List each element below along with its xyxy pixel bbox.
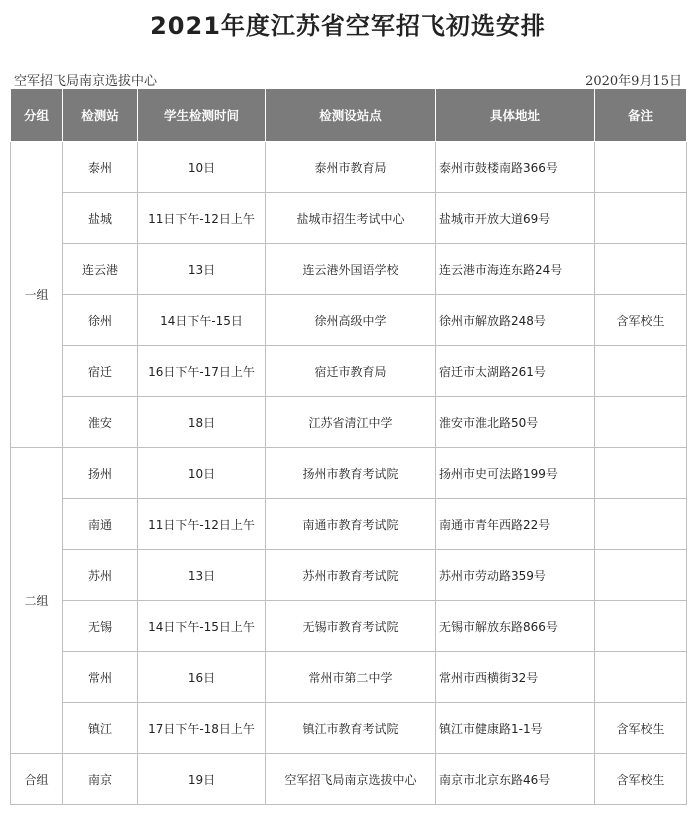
group-cell: 一组 bbox=[11, 142, 63, 448]
station-cell: 扬州 bbox=[63, 448, 138, 499]
time-cell: 10日 bbox=[138, 142, 266, 193]
time-cell: 13日 bbox=[138, 550, 266, 601]
address-cell: 宿迁市太湖路261号 bbox=[436, 346, 595, 397]
address-cell: 盐城市开放大道69号 bbox=[436, 193, 595, 244]
time-cell: 13日 bbox=[138, 244, 266, 295]
note-cell bbox=[595, 346, 687, 397]
note-cell bbox=[595, 550, 687, 601]
site-cell: 江苏省清江中学 bbox=[266, 397, 436, 448]
site-cell: 泰州市教育局 bbox=[266, 142, 436, 193]
station-cell: 无锡 bbox=[63, 601, 138, 652]
note-cell: 含军校生 bbox=[595, 754, 687, 805]
note-cell bbox=[595, 652, 687, 703]
organizer-label: 空军招飞局南京选拔中心 bbox=[14, 74, 158, 89]
time-cell: 14日下午-15日上午 bbox=[138, 601, 266, 652]
table-row bbox=[11, 499, 687, 550]
time-cell: 19日 bbox=[138, 754, 266, 805]
table-row bbox=[11, 397, 687, 448]
table-row bbox=[11, 652, 687, 703]
note-cell bbox=[595, 193, 687, 244]
note-cell bbox=[595, 142, 687, 193]
station-cell: 宿迁 bbox=[63, 346, 138, 397]
station-cell: 苏州 bbox=[63, 550, 138, 601]
address-cell: 无锡市解放东路866号 bbox=[436, 601, 595, 652]
note-cell bbox=[595, 601, 687, 652]
header-note: 备注 bbox=[595, 89, 687, 142]
note-cell bbox=[595, 448, 687, 499]
header-site: 检测设站点 bbox=[266, 89, 436, 142]
note-cell: 含军校生 bbox=[595, 703, 687, 754]
table-row bbox=[11, 448, 687, 499]
time-cell: 11日下午-12日上午 bbox=[138, 193, 266, 244]
note-cell bbox=[595, 244, 687, 295]
document-meta bbox=[14, 70, 682, 88]
site-cell: 常州市第二中学 bbox=[266, 652, 436, 703]
group-cell: 合组 bbox=[11, 754, 63, 805]
table-row bbox=[11, 295, 687, 346]
header-address: 具体地址 bbox=[436, 89, 595, 142]
page-title: 2021年度江苏省空军招飞初选安排 bbox=[150, 12, 546, 40]
address-cell: 常州市西横街32号 bbox=[436, 652, 595, 703]
station-cell: 常州 bbox=[63, 652, 138, 703]
table-row bbox=[11, 601, 687, 652]
site-cell: 无锡市教育考试院 bbox=[266, 601, 436, 652]
site-cell: 扬州市教育考试院 bbox=[266, 448, 436, 499]
time-cell: 10日 bbox=[138, 448, 266, 499]
site-cell: 徐州高级中学 bbox=[266, 295, 436, 346]
time-cell: 11日下午-12日上午 bbox=[138, 499, 266, 550]
date-label: 2020年9月15日 bbox=[585, 74, 682, 89]
table-row bbox=[11, 193, 687, 244]
time-cell: 17日下午-18日上午 bbox=[138, 703, 266, 754]
table-row bbox=[11, 754, 687, 805]
table-row bbox=[11, 346, 687, 397]
group-cell: 二组 bbox=[11, 448, 63, 754]
site-cell: 南通市教育考试院 bbox=[266, 499, 436, 550]
site-cell: 镇江市教育考试院 bbox=[266, 703, 436, 754]
address-cell: 苏州市劳动路359号 bbox=[436, 550, 595, 601]
table-header-row bbox=[11, 89, 687, 142]
site-cell: 宿迁市教育局 bbox=[266, 346, 436, 397]
station-cell: 淮安 bbox=[63, 397, 138, 448]
address-cell: 泰州市鼓楼南路366号 bbox=[436, 142, 595, 193]
header-group: 分组 bbox=[11, 89, 63, 142]
time-cell: 14日下午-15日 bbox=[138, 295, 266, 346]
station-cell: 镇江 bbox=[63, 703, 138, 754]
address-cell: 徐州市解放路248号 bbox=[436, 295, 595, 346]
time-cell: 18日 bbox=[138, 397, 266, 448]
site-cell: 连云港外国语学校 bbox=[266, 244, 436, 295]
note-cell: 含军校生 bbox=[595, 295, 687, 346]
table-row bbox=[11, 244, 687, 295]
station-cell: 连云港 bbox=[63, 244, 138, 295]
address-cell: 扬州市史可法路199号 bbox=[436, 448, 595, 499]
address-cell: 淮安市淮北路50号 bbox=[436, 397, 595, 448]
table-row bbox=[11, 142, 687, 193]
header-time: 学生检测时间 bbox=[138, 89, 266, 142]
address-cell: 连云港市海连东路24号 bbox=[436, 244, 595, 295]
station-cell: 泰州 bbox=[63, 142, 138, 193]
station-cell: 南通 bbox=[63, 499, 138, 550]
schedule-table bbox=[10, 88, 687, 805]
time-cell: 16日 bbox=[138, 652, 266, 703]
station-cell: 徐州 bbox=[63, 295, 138, 346]
site-cell: 盐城市招生考试中心 bbox=[266, 193, 436, 244]
note-cell bbox=[595, 499, 687, 550]
station-cell: 盐城 bbox=[63, 193, 138, 244]
address-cell: 南京市北京东路46号 bbox=[436, 754, 595, 805]
time-cell: 16日下午-17日上午 bbox=[138, 346, 266, 397]
header-station: 检测站 bbox=[63, 89, 138, 142]
site-cell: 空军招飞局南京选拔中心 bbox=[266, 754, 436, 805]
table-row bbox=[11, 550, 687, 601]
site-cell: 苏州市教育考试院 bbox=[266, 550, 436, 601]
address-cell: 南通市青年西路22号 bbox=[436, 499, 595, 550]
table-row bbox=[11, 703, 687, 754]
address-cell: 镇江市健康路1-1号 bbox=[436, 703, 595, 754]
station-cell: 南京 bbox=[63, 754, 138, 805]
note-cell bbox=[595, 397, 687, 448]
